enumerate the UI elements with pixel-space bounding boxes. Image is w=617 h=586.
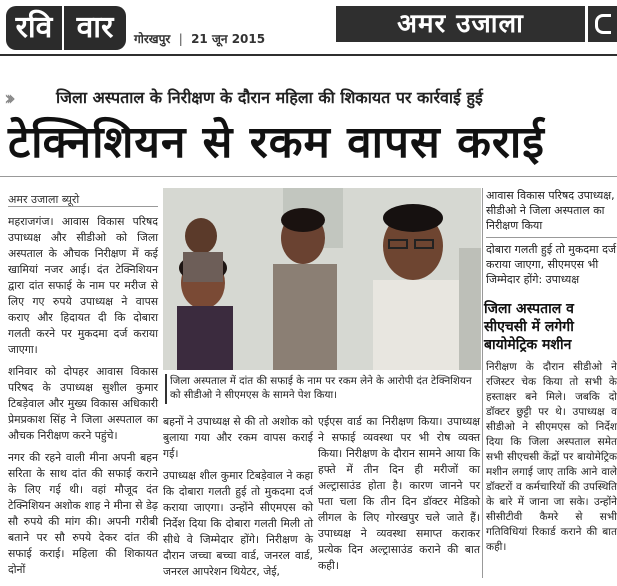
highlight-1: आवास विकास परिषद उपाध्यक्ष, सीडीओ ने जिला अस्पताल का निरीक्षण किया: [486, 189, 615, 232]
paragraph: एईएस वार्ड का निरीक्षण किया। उपाध्यक्ष ने सफाई व्यवस्था पर भी रोष व्यक्त किया। निरीक्षण के दौरान सामने आया कि हफ्ते में तीन दिन ही मरीजों का अल्ट्रासाउंड होता है। कारण जानने पर पता चला कि तीन दिन डॉक्टर मेडिको लीगल के लिए गोरखपुर चले जाते हैं। उपाध्यक्ष ने व्यवस्था समाप्त कराकर प्रत्येक दिन अल्ट्रासाउंड कराने की बात कही।: [318, 415, 480, 572]
sidebar-highlights: [486, 188, 617, 291]
date: 21 जून 2015: [191, 32, 266, 46]
caption-marker: [165, 374, 167, 404]
brand-name: अमर उजाला: [336, 6, 585, 42]
paragraph: महराजगंज। आवास विकास परिषद उपाध्यक्ष और सीडीओ को जिला अस्पताल के औचक निरीक्षण में कई खामियां नजर आई। दंत टेक्निशियन द्वारा दांत सफाई के नाम पर मरीज से लिए गए रुपये उपाध्यक्ष ने वापस कराए और हिदायत दी कि दोबारा गलती करने पर मुकदमा दर्ज कराया जाएगा।: [8, 215, 158, 356]
brand-emblem-icon: [595, 14, 611, 34]
highlight-2: दोबारा गलती हुई तो मुकदमा दर्ज कराया जाएगा, सीएमएस भी जिम्मेदार होंगे: उपाध्यक्ष: [486, 243, 617, 286]
subheading: जिला अस्पताल व सीएचसी में लगेगी बायोमेट्रिक मशीन: [484, 301, 574, 353]
sidebar-divider: [482, 188, 483, 578]
double-chevron-icon: ›››: [4, 86, 10, 110]
highlight-rule: [486, 237, 617, 238]
logo-part-1: रवि: [6, 6, 62, 50]
sidebar-body: निरीक्षण के दौरान सीडीओ ने रजिस्टर चेक किया तो सभी के हस्ताक्षर बने मिले। जबकि दो डॉक्टर छुट्टी पर थे। उपाध्यक्ष व सीडीओ ने सीएमएस को निर्देश दिया कि जिला अस्पताल समेत सभी सीएचसी केंद्रों पर बायोमेट्रिक मशीन लगाई जाए ताकि आने वाले डॉक्टरों व कर्मचारियों की उपस्थिति के बारे में जाना जा सके। उन्होंने सीसीटीवी कैमरे से सभी गतिविधियां रिकार्ड कराने की बात कही।: [486, 361, 617, 553]
section-logo: [6, 6, 126, 50]
kicker: जिला अस्पताल के निरीक्षण के दौरान महिला की शिकायत पर कार्रवाई हुई: [56, 88, 483, 107]
column-3: [318, 414, 480, 580]
news-photo: [163, 188, 481, 370]
masthead-rule: [0, 54, 617, 56]
headline: टेक्निशियन से रकम वापस कराई: [8, 117, 545, 168]
paragraph: नगर की रहने वाली मीना अपनी बहन सरिता के साथ दांत की सफाई कराने के लिए गई थी। वहां मौजूद दंत टेक्निशियन अशोक शाह ने मीना से डेढ़ सौ रुपये की मांग की। अपनी गरीबी बताने पर सौ रुपये देकर दांत की सफाई कराई। महिला की शिकायत दोनों: [8, 451, 158, 576]
paragraph: बहनों ने उपाध्यक्ष से की तो अशोक को बुलाया गया और रकम वापस कराई गई।: [163, 415, 313, 460]
photo-caption: जिला अस्पताल में दांत की सफाई के नाम पर रकम लेने के आरोपी दंत टेक्निशियन को सीडीओ ने सीएमएस के सामने पेश किया।: [170, 375, 472, 401]
headline-rule: [0, 176, 617, 177]
column-2: [163, 414, 313, 586]
column-1: [8, 214, 158, 584]
byline-rule: [8, 206, 158, 207]
photo-illustration: [163, 188, 481, 370]
dateline: गोरखपुर | 21 जून 2015: [134, 32, 266, 46]
byline: अमर उजाला ब्यूरो: [8, 193, 80, 206]
logo-part-2: वार: [64, 6, 126, 50]
paragraph: शनिवार को दोपहर आवास विकास परिषद के उपाध्यक्ष सुशील कुमार टिबड़ेवाल और मुख्य विकास अधिकारी प्रेमप्रकाश सिंह ने जिला अस्पताल का औचक निरीक्षण करने पहुंचे।: [8, 365, 158, 442]
city: गोरखपुर: [134, 32, 171, 46]
paragraph: उपाध्यक्ष शील कुमार टिबड़ेवाल ने कहा कि दोबारा गलती हुई तो मुकदमा दर्ज कराया जाएगा। उन्होंने सीएमएस को निर्देश दिया कि दोबारा गलती मिली तो सीधे वे जिम्मेदार होंगे। निरीक्षण के दौरान जच्चा बच्चा वार्ड, जनरल वार्ड, जनरल आपरेशन थियेटर, जेई,: [163, 469, 313, 578]
